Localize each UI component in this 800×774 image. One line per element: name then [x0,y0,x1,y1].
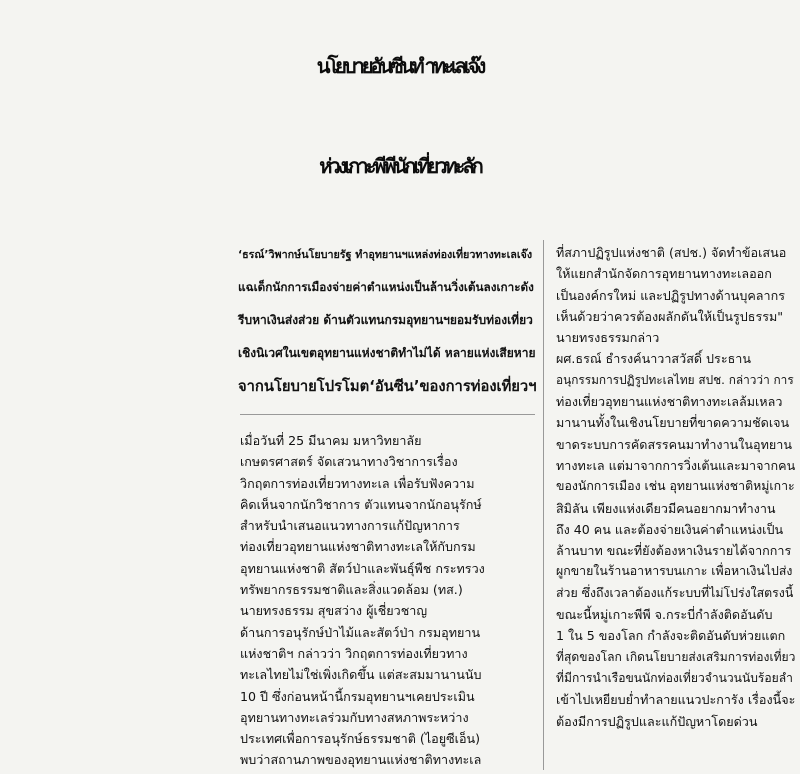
lead-line: เชิงนิเวศในเขตอุทยานแห่งชาติทำไม่ได้ หลายแห่งเสียหาย [238,346,536,360]
body-line: ทางทะเล แต่มาจากการวิ่งเต้นและมาจากคน [556,457,796,473]
body-line: เกษตรศาสตร์ จัดเสวนาทางวิชาการเรื่อง [240,454,458,470]
body-line: ของนักการเมือง เช่น อุทยานแห่งชาติหมู่เกาะ [556,479,795,494]
body-line: คิดเห็นจากนักวิชาการ ตัวแทนจากนักอนุรักษ์ [240,496,482,512]
body-line: เมื่อวันที่ 25 มีนาคม มหาวิทยาลัย [240,433,422,448]
body-line: ประเทศเพื่อการอนุรักษ์ธรรมชาติ (ไอยูซีเอ็น) [240,731,481,747]
body-line: อุทยานทางทะเลร่วมกับทางสหภาพระหว่าง [240,709,469,725]
body-line: สิมิลัน เพียงแห่งเดียวมีคนอยากมาทำงาน [556,500,776,516]
body-line: นายทรงธรรม สุขสว่าง ผู้เชี่ยวชาญ [240,603,428,619]
body-line: ที่สภาปฏิรูปแห่งชาติ (สปช.) จัดทำข้อเสนอ [556,245,787,260]
lead-divider [240,414,535,415]
body-line: ผศ.ธรณ์ ธำรงค์นาวาสวัสดิ์ ประธาน [556,351,751,367]
body-line: ส่วย ซึ่งถึงเวลาต้องแก้ระบบที่ไม่โปร่งใสตรงนี้ [556,585,794,600]
column-divider [543,240,544,770]
body-line: เป็นองค์กรใหม่ และปฏิรูปทางด้านบุคลากร [556,287,785,303]
body-line: ถึง 40 คน และต้องจ่ายเงินค่าตำแหน่งเป็น [556,521,784,537]
body-line: ผูกขายในร้านอาหารบนเกาะ เพื่อหาเงินไปส่ง [556,564,793,579]
body-line: ทะเลไทยไม่ใช่เพิ่งเกิดขึ้น แต่สะสมมานานนับ [240,667,482,683]
lead-line: แฉเด็กนักการเมืองจ่ายค่าตำแหน่งเป็นล้านวิ่งเต้นลงเกาะดัง [238,280,534,294]
headline-line-2: ห่วงเกาะพีพีนักเที่ยวทะลัก [319,154,481,178]
lead-line: จากนโยบายโปรโมต‘อันซีน’ของการท่องเที่ยวฯ [238,378,537,395]
body-line: 1 ใน 5 ของโลก กำลังจะติดอันดับห่วยแตก [556,628,786,644]
body-line: เข้าไปเหยียบย่ำทำลายแนวปะการัง เรื่องนี้จะ [556,692,796,708]
lead-paragraph [238,238,538,403]
body-line: อนุกรรมการปฏิรูปทะเลไทย สปช. กล่าวว่า การ [556,372,794,387]
body-line: ต้องมีการปฏิรูปและแก้ปัญหาโดยด่วน [556,713,758,729]
body-line: มานานทั้งในเชิงนโยบายที่ขาดความชัดเจน [556,415,790,431]
body-line: ให้แยกสำนักจัดการอุทยานทางทะเลออก [556,266,772,282]
body-column-a [240,430,510,771]
body-line: ขาดระบบการคัดสรรคนมาทำงานในอุทยาน [556,436,792,452]
body-column-b [556,242,796,732]
body-line: ที่มีการนำเรือขนนักท่องเที่ยวจำนวนนับร้อยลำ [556,670,793,685]
body-line: ท่องเที่ยวอุทยานแห่งชาติทางทะเลล้มเหลว [556,394,783,410]
body-line: ท่องเที่ยวอุทยานแห่งชาติทางทะเลให้กับกรม [240,539,476,555]
body-line: เห็นด้วยว่าควรต้องผลักดันให้เป็นรูปธรรม" [556,308,784,324]
body-line: ด้านการอนุรักษ์ป่าไม้และสัตว์ป่า กรมอุทยาน [240,624,481,640]
body-line: 10 ปี ซึ่งก่อนหน้านี้กรมอุทยานฯเคยประเมิน [240,688,475,704]
body-line: แห่งชาติฯ กล่าวว่า วิกฤตการท่องเที่ยวทาง [240,645,468,661]
body-line: พบว่าสถานภาพของอุทยานแห่งชาติทางทะเล [240,752,482,768]
body-line: อุทยานแห่งชาติ สัตว์ป่าและพันธุ์พืช กระทรวง [240,560,485,576]
lead-line: รีบหาเงินส่งส่วย ด้านตัวแทนกรมอุทยานฯยอมรับท่องเที่ยว [238,313,533,327]
body-line: ทรัพยากรธรรมชาติและสิ่งแวดล้อม (ทส.) [240,582,463,598]
body-line: ที่สุดของโลก เกิดนโยบายส่งเสริมการท่องเที่ยว [556,649,796,664]
body-line: นายทรงธรรมกล่าว [556,330,660,346]
body-line: สำหรับนำเสนอแนวทางการแก้ปัญหาการ [240,518,460,534]
lead-line: ‘ธรณ์’วิพากษ์นโยบายรัฐ ทำอุทยานฯแหล่งท่องเที่ยวทางทะเลเจ๊ง [238,248,533,261]
body-line: ล้านบาท ขณะที่ยังต้องหาเงินรายได้จากการ [556,543,792,559]
headline-line-1: นโยบายอันซีนทำทะเลเจ๊ง [316,54,484,78]
body-line: วิกฤตการท่องเที่ยวทางทะเล เพื่อรับฟังความ [240,475,475,491]
body-line: ขณะนี้หมู่เกาะพีพี จ.กระบี่กำลังติดอันดับ [556,607,773,623]
